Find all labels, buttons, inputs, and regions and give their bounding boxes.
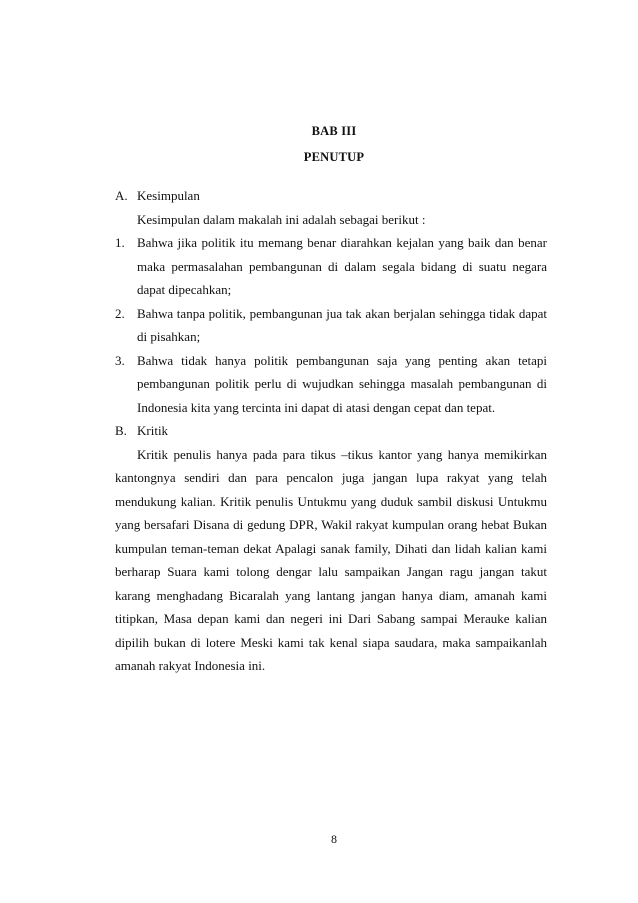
list-item bbox=[115, 349, 547, 420]
conclusion-list bbox=[115, 231, 547, 419]
document-body bbox=[115, 184, 547, 678]
list-item-text: Bahwa jika politik itu memang benar diarahkan kejalan yang baik dan benar maka permasalahan pembangunan di dalam segala bidang di suatu negara dapat dipecahkan; bbox=[137, 235, 547, 297]
section-b-title: Kritik bbox=[137, 423, 169, 438]
list-item-text: Bahwa tanpa politik, pembangunan jua tak akan berjalan sehingga tidak dapat di pisahkan; bbox=[137, 305, 547, 344]
critique-paragraph: Kritik penulis hanya pada para tikus –tikus kantor yang hanya memikirkan kantongnya sendiri dan para pencalon juga jangan lupa rakyat yang telah mendukung kalian. Kritik penulis Untukmu yang duduk sambil diskusi Untukmu yang bersafari Disana di gedung DPR, Wakil rakyat kumpulan orang hebat Bukan kumpulan teman-teman dekat Apalagi sanak family, Dihati dan lidah kalian kami berharap Suara kami tolong dengar lalu sampaikan Jangan ragu jangan takut karang menghadang Bicaralah yang lantang jangan hanya diam, amanah kami titipkan, Masa depan kami dan negeri ini Dari Sabang sampai Merauke kalian dipilih bukan di lotere Meski kami tak kenal siapa saudara, maka sampaikanlah amanah rakyat Indonesia ini. bbox=[115, 446, 547, 673]
list-item-number: 2. bbox=[115, 305, 125, 321]
list-item bbox=[115, 231, 547, 302]
section-b-heading bbox=[115, 419, 547, 443]
section-a-intro: Kesimpulan dalam makalah ini adalah sebagai berikut : bbox=[137, 211, 426, 227]
list-item-text: Bahwa tidak hanya politik pembangunan saja yang penting akan tetapi pembangunan politik perlu di wujudkan sehingga masalah pembangunan di Indonesia kita yang tercinta ini dapat di atasi dengan cepat dan tepat. bbox=[137, 352, 547, 415]
section-a-title: Kesimpulan bbox=[137, 188, 200, 203]
list-item-number: 3. bbox=[115, 352, 125, 368]
page-number: 8 bbox=[331, 832, 337, 846]
section-a-marker: A. bbox=[115, 188, 128, 203]
section-a-heading bbox=[115, 184, 547, 208]
list-item bbox=[115, 302, 547, 349]
list-item-number: 1. bbox=[115, 235, 125, 250]
chapter-label: BAB III bbox=[311, 124, 357, 138]
section-b-marker: B. bbox=[115, 423, 127, 438]
chapter-title: PENUTUP bbox=[303, 150, 365, 164]
